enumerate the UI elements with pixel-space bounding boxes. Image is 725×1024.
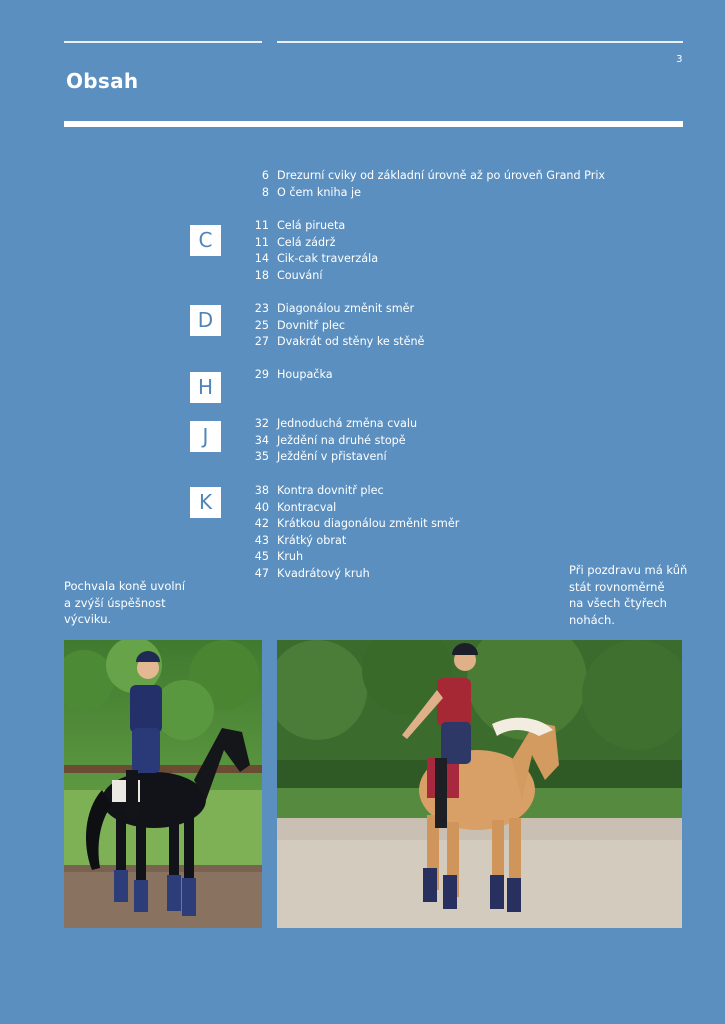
toc-entry-title: Celá zádrž: [277, 235, 336, 249]
toc-page-number: 34: [254, 433, 269, 447]
toc-page-number: 45: [254, 550, 269, 564]
top-rule-right: [277, 41, 683, 43]
toc-page-number: 25: [254, 318, 269, 332]
photo-black-horse: [64, 640, 262, 928]
section-letter-h: H: [190, 372, 221, 403]
toc-page-number: 11: [254, 219, 269, 232]
toc-entry-title: Kruh: [277, 550, 304, 564]
toc-entry[interactable]: [240, 516, 680, 533]
caption-right: [569, 562, 689, 628]
toc-entry[interactable]: [240, 268, 680, 285]
caption-line: na všech čtyřech: [569, 596, 667, 610]
top-rule-left: [64, 41, 262, 43]
section-letter-k: K: [190, 487, 221, 518]
toc-entry-title: Ježdění v přistavení: [277, 450, 387, 464]
toc-page-number: 14: [254, 252, 269, 266]
toc-entry-title: Krátkou diagonálou změnit směr: [277, 517, 460, 531]
toc-page-number: 35: [254, 450, 269, 464]
toc-page-number: 27: [254, 335, 269, 349]
toc-page-number: 23: [254, 302, 269, 315]
toc-entry-title: Couvání: [277, 268, 323, 282]
toc-entry[interactable]: [240, 235, 680, 252]
toc-entry[interactable]: [240, 449, 680, 466]
toc-section-d: [240, 301, 680, 351]
toc-section-j: [240, 416, 680, 466]
toc-entry-title: Kontracval: [277, 500, 337, 514]
toc-page-number: 8: [261, 185, 269, 199]
toc-entry[interactable]: [240, 168, 680, 185]
toc-entry-title: O čem kniha je: [277, 185, 362, 199]
toc-page-number: 40: [254, 500, 269, 514]
toc-page-number: 32: [254, 417, 269, 430]
toc-entry[interactable]: [240, 218, 680, 235]
toc-entry-title: Celá pirueta: [277, 219, 346, 232]
section-letter-j: J: [190, 421, 221, 452]
toc-entry-title: Kvadrátový kruh: [277, 566, 370, 580]
toc-page-number: 38: [254, 484, 269, 497]
caption-line: Pochvala koně uvolní: [64, 579, 186, 593]
toc-entry[interactable]: [240, 185, 680, 202]
toc-entry[interactable]: [240, 301, 680, 318]
photo-palomino-horse: [277, 640, 682, 928]
toc-entry-title: Drezurní cviky od základní úrovně až po úroveň Grand Prix: [277, 169, 606, 182]
caption-line: nohách.: [569, 612, 615, 627]
page-number: 3: [676, 54, 683, 65]
toc-entry-title: Jednoduchá změna cvalu: [277, 417, 418, 430]
toc-entry[interactable]: [240, 533, 680, 550]
toc-entry-title: Dovnitř plec: [277, 318, 346, 332]
caption-left: [64, 578, 204, 628]
toc-page-number: 42: [254, 517, 269, 531]
title-underline: [64, 121, 683, 127]
toc-entry[interactable]: [240, 318, 680, 335]
toc-page-number: 29: [254, 368, 269, 381]
toc-page-number: 6: [261, 169, 269, 182]
toc-entry-title: Krátký obrat: [277, 533, 347, 547]
toc-page-number: 18: [254, 268, 269, 282]
toc-entry[interactable]: [240, 334, 680, 351]
caption-line: výcviku.: [64, 612, 112, 626]
caption-line: Při pozdravu má kůň: [569, 563, 688, 577]
toc-entry-title: Diagonálou změnit směr: [277, 302, 415, 315]
toc-page-number: 11: [254, 235, 269, 249]
toc-entry[interactable]: [240, 483, 680, 500]
toc-entry[interactable]: [240, 416, 680, 433]
toc-entry-title: Dvakrát od stěny ke stěně: [277, 335, 425, 349]
section-letter-d: D: [190, 305, 221, 336]
toc-section-h: [240, 367, 680, 384]
toc-entry[interactable]: [240, 251, 680, 268]
toc-intro: [240, 168, 680, 201]
section-letter-c: C: [190, 225, 221, 256]
toc-page-number: 43: [254, 533, 269, 547]
page-title: Obsah: [66, 69, 139, 93]
toc-entry[interactable]: [240, 433, 680, 450]
caption-line: stát rovnoměrně: [569, 579, 665, 594]
toc-entry-title: Ježdění na druhé stopě: [277, 433, 406, 447]
toc-section-c: [240, 218, 680, 284]
toc-entry[interactable]: [240, 500, 680, 517]
caption-line: a zvýší úspěšnost: [64, 595, 166, 610]
toc-entry-title: Kontra dovnitř plec: [277, 484, 384, 497]
toc-entry-title: Cik-cak traverzála: [277, 252, 379, 266]
toc-entry[interactable]: [240, 367, 680, 384]
toc-entry-title: Houpačka: [277, 368, 333, 381]
toc-page-number: 47: [254, 566, 269, 580]
